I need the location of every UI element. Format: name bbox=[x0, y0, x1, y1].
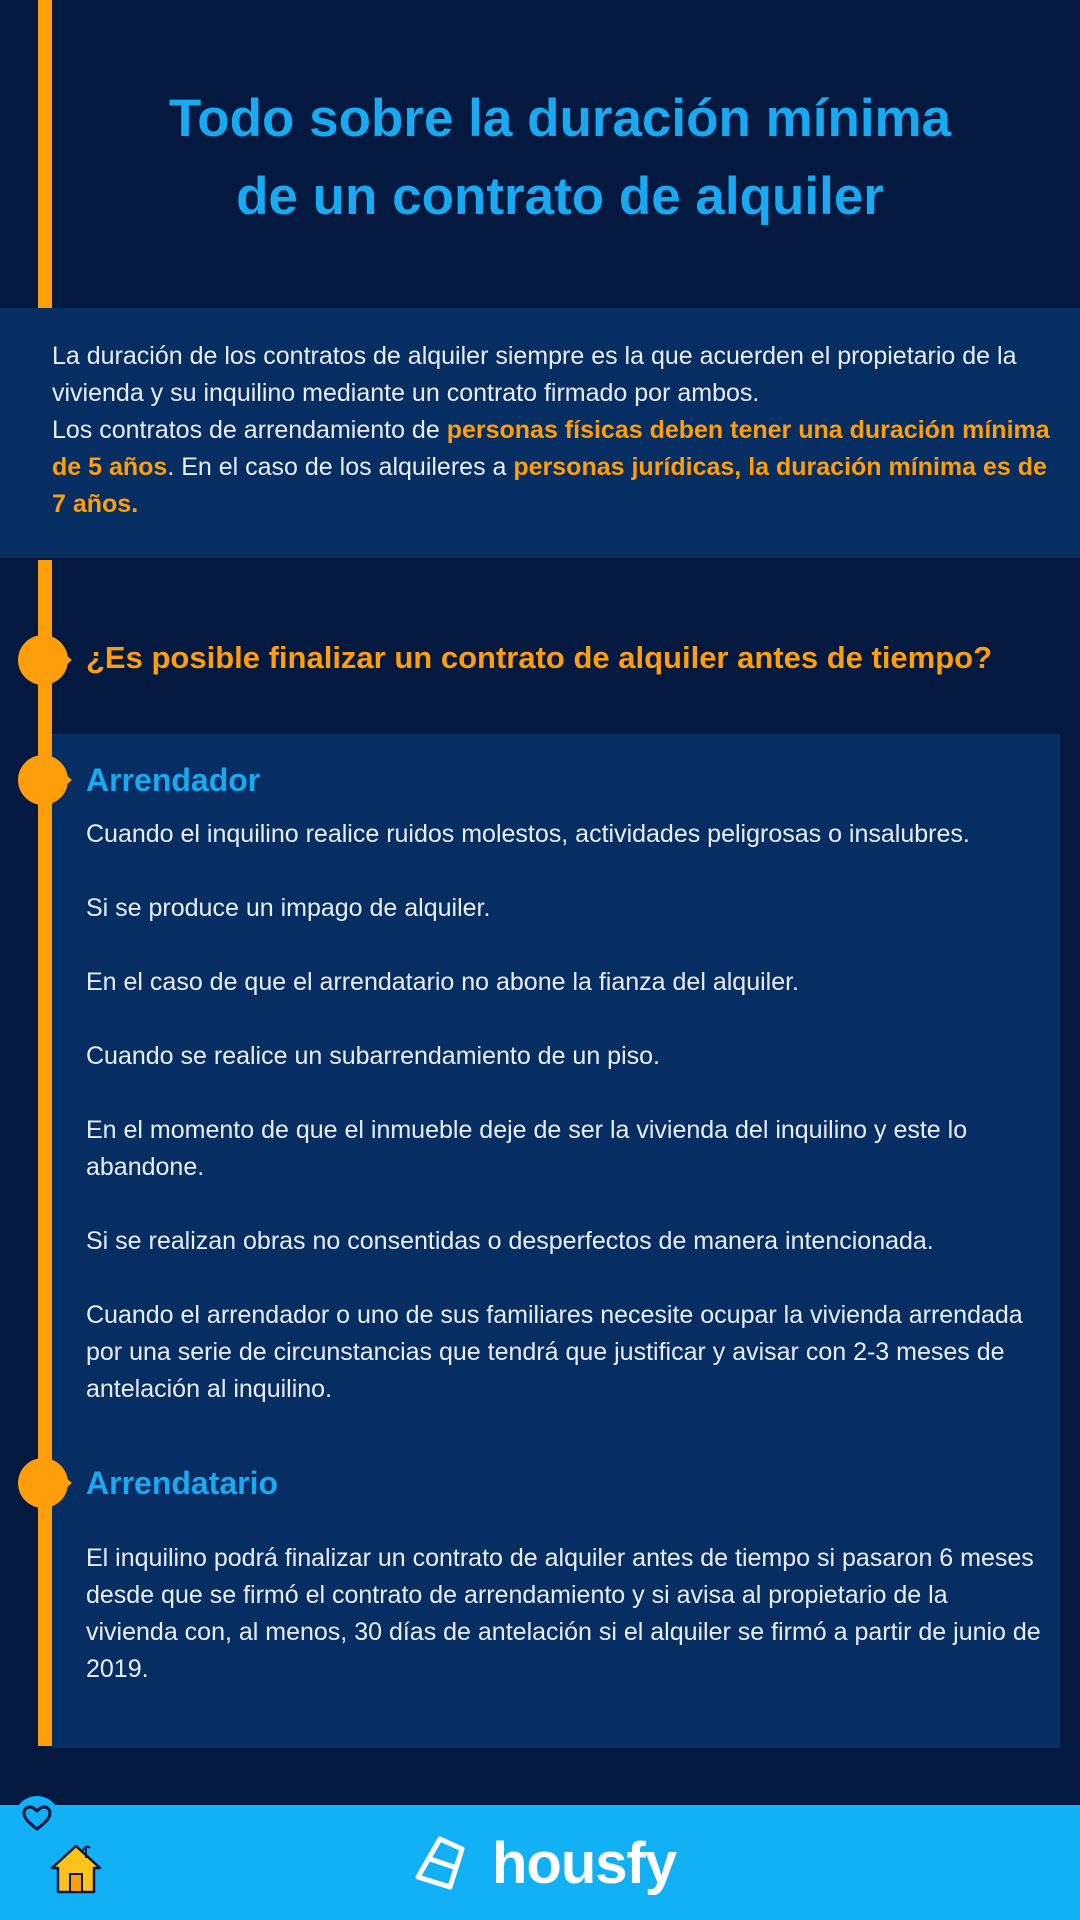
timeline-node-arrendatario bbox=[18, 1458, 68, 1508]
question-heading: ¿Es posible finalizar un contrato de alquiler antes de tiempo? bbox=[86, 640, 993, 675]
brand-name: housfy bbox=[492, 1830, 677, 1896]
timeline-line-main bbox=[38, 560, 52, 1746]
arrendatario-heading: Arrendatario bbox=[86, 1465, 279, 1501]
list-item: Cuando se realice un subarrendamiento de un piso. bbox=[86, 1042, 660, 1070]
heart-icon bbox=[14, 1796, 60, 1842]
list-item: Cuando el arrendador o uno de sus familiares necesite ocupar la vivienda arrendada por una serie de circunstancias que tendrá que justificar y avisar con 2-3 meses de antelación al inquilino. bbox=[86, 1301, 1023, 1403]
intro-highlight-fisicas: personas físicas deben tener una duración mínima de 5 años bbox=[52, 416, 1050, 481]
list-item: Si se realizan obras no consentidas o desperfectos de manera intencionada. bbox=[86, 1227, 934, 1255]
intro-panel bbox=[0, 308, 1080, 558]
intro-highlight-juridicas: personas jurídicas, la duración mínima es de 7 años. bbox=[52, 453, 1047, 518]
intro-paragraph-2-c: . En el caso de los alquileres a bbox=[167, 453, 514, 481]
arrendatario-text: El inquilino podrá finalizar un contrato de alquiler antes de tiempo si pasaron 6 meses desde que se firmó el contrato de arrendamiento y si avisa al propietario de la vivienda con, al menos, 30 días de antelación si el alquiler se firmó a partir de junio de 2019. bbox=[86, 1544, 1041, 1683]
arrendador-list bbox=[86, 816, 1046, 1445]
timeline-line-top bbox=[38, 0, 52, 308]
list-item: En el caso de que el arrendatario no abone la fianza del alquiler. bbox=[86, 968, 800, 996]
page-title bbox=[100, 80, 1020, 236]
list-item: En el momento de que el inmueble deje de ser la vivienda del inquilino y este lo abandone. bbox=[86, 1116, 968, 1181]
intro-paragraph-2-a: Los contratos de arrendamiento de bbox=[52, 416, 447, 444]
heart-bubble bbox=[14, 1796, 60, 1842]
title-line-1: Todo sobre la duración mínima bbox=[168, 89, 952, 148]
arrendador-heading: Arrendador bbox=[86, 762, 261, 798]
title-line-2: de un contrato de alquiler bbox=[236, 167, 884, 226]
intro-paragraph-1: La duración de los contratos de alquiler siempre es la que acuerden el propietario de la vivienda y su inquilino mediante un contrato firmado por ambos. bbox=[52, 342, 1017, 407]
list-item: Cuando el inquilino realice ruidos molestos, actividades peligrosas o insalubres. bbox=[86, 820, 970, 848]
timeline-node-arrendador bbox=[18, 755, 68, 805]
housfy-logo-icon bbox=[410, 1833, 470, 1893]
list-item: Si se produce un impago de alquiler. bbox=[86, 894, 491, 922]
house-icon bbox=[48, 1840, 104, 1896]
housfy-logo bbox=[410, 1830, 676, 1896]
timeline-node-question bbox=[18, 635, 68, 685]
